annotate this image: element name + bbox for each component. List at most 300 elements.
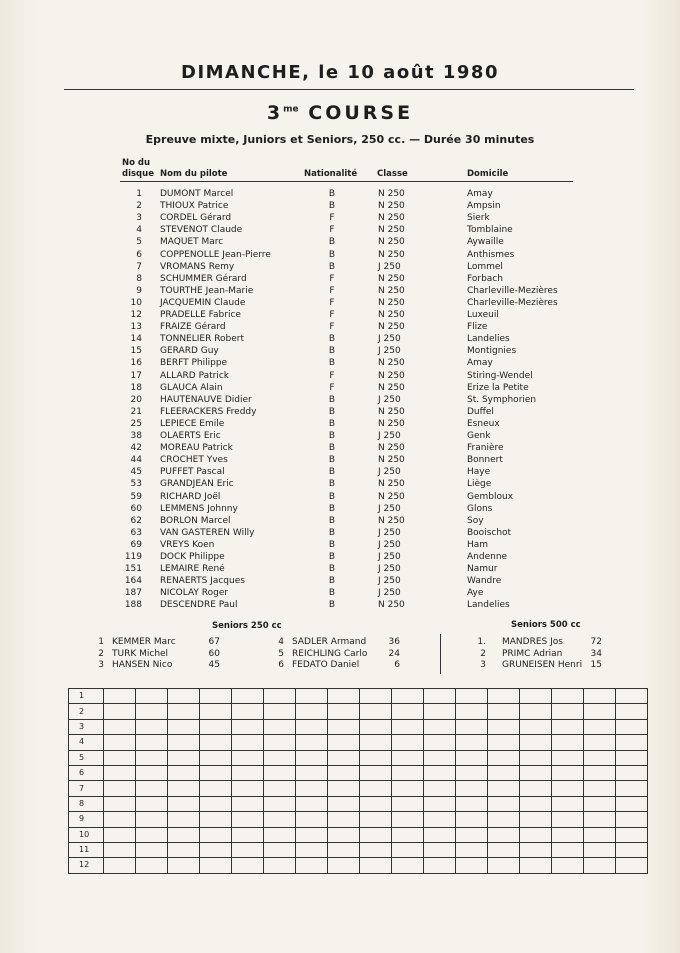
rider-domicile: Luxeuil: [467, 310, 499, 320]
lap-grid-cell[interactable]: [200, 781, 232, 796]
lap-grid-cell[interactable]: [584, 812, 616, 827]
lap-grid-cell[interactable]: [168, 689, 200, 704]
lap-grid-cell[interactable]: [584, 858, 616, 873]
lap-grid-cell[interactable]: [616, 812, 648, 827]
rider-nationality: F: [329, 297, 335, 308]
lap-grid-cell[interactable]: [456, 689, 488, 704]
lap-grid-cell[interactable]: [584, 842, 616, 857]
lap-grid-row: [69, 781, 648, 796]
lap-grid-cell[interactable]: [616, 689, 648, 704]
lap-grid-cell[interactable]: [552, 858, 584, 873]
lap-grid-cell[interactable]: [328, 704, 360, 719]
lap-grid-cell[interactable]: [424, 781, 456, 796]
senior-rank: 2: [98, 648, 104, 659]
course-number: 3: [266, 102, 284, 124]
lap-grid-cell[interactable]: [360, 812, 392, 827]
lap-grid-cell[interactable]: [168, 765, 200, 780]
rider-disc-number: 18: [130, 382, 142, 393]
lap-grid-cell[interactable]: [456, 827, 488, 842]
lap-grid-cell[interactable]: [520, 842, 552, 857]
rider-disc-number: 2: [136, 201, 142, 212]
lap-grid-cell[interactable]: [200, 765, 232, 780]
rider-row: [0, 333, 680, 345]
senior-result-row: [90, 636, 290, 648]
lap-grid-cell[interactable]: [296, 765, 328, 780]
rider-row: [0, 285, 680, 297]
lap-grid-cell[interactable]: [232, 765, 264, 780]
seniors-500-heading: Seniors 500 cc: [511, 620, 581, 630]
lap-grid-cell[interactable]: [520, 827, 552, 842]
rider-nationality: B: [328, 527, 336, 538]
rider-name: LEMAIRE René: [160, 564, 225, 575]
rider-class: N 250: [378, 201, 405, 212]
senior-result-row: [472, 659, 672, 671]
lap-grid-cell[interactable]: [328, 796, 360, 811]
rider-name: MOREAU Patrick: [160, 443, 233, 454]
lap-grid-cell[interactable]: [360, 765, 392, 780]
rider-nationality: B: [328, 418, 336, 429]
lap-grid-cell[interactable]: [200, 796, 232, 811]
lap-grid-cell[interactable]: [264, 750, 296, 765]
rider-disc-number: 7: [136, 261, 142, 272]
rider-class: J 250: [378, 431, 401, 441]
lap-grid-cell[interactable]: [136, 750, 168, 765]
lap-grid-cell[interactable]: [488, 765, 520, 780]
lap-grid-cell[interactable]: [616, 796, 648, 811]
lap-grid-cell[interactable]: [552, 842, 584, 857]
lap-grid-cell[interactable]: [456, 858, 488, 873]
lap-grid-cell[interactable]: [520, 765, 552, 780]
lap-grid-cell[interactable]: [232, 827, 264, 842]
lap-grid-cell[interactable]: [392, 704, 424, 719]
rider-class: N 250: [378, 406, 405, 417]
rider-domicile: Soy: [467, 515, 484, 526]
rider-nationality: F: [329, 285, 335, 296]
lap-grid-cell[interactable]: [136, 719, 168, 734]
lap-grid-cell[interactable]: [392, 827, 424, 842]
rider-domicile: Booischot: [467, 527, 512, 538]
rider-nationality: B: [328, 576, 336, 587]
lap-grid-cell[interactable]: [136, 842, 168, 857]
lap-grid-cell[interactable]: [232, 796, 264, 811]
lap-grid-cell[interactable]: [424, 842, 456, 857]
lap-grid-cell[interactable]: [616, 750, 648, 765]
lap-grid-cell[interactable]: [104, 827, 136, 842]
rider-domicile: Ampsin: [467, 201, 501, 212]
lap-grid-cell[interactable]: [168, 750, 200, 765]
rider-disc-number: 15: [130, 346, 142, 357]
lap-grid-cell[interactable]: [616, 735, 648, 750]
lap-grid-cell[interactable]: [264, 735, 296, 750]
lap-grid-cell[interactable]: [520, 812, 552, 827]
rider-disc-number: 164: [124, 576, 142, 587]
lap-grid-cell[interactable]: [616, 781, 648, 796]
lap-grid-cell[interactable]: [424, 704, 456, 719]
rider-class: J 250: [378, 467, 401, 478]
rider-nationality: B: [328, 358, 336, 369]
rider-name: FRAIZE Gérard: [160, 322, 226, 333]
lap-grid-cell[interactable]: [616, 704, 648, 719]
rider-nationality: B: [328, 552, 336, 562]
lap-grid-cell[interactable]: [136, 858, 168, 873]
lap-grid-cell[interactable]: [552, 827, 584, 842]
rider-domicile: Aywaille: [467, 237, 504, 248]
lap-grid-cell[interactable]: [616, 765, 648, 780]
senior-result-row: [472, 636, 672, 648]
lap-grid-cell[interactable]: [520, 750, 552, 765]
lap-grid-cell[interactable]: [520, 781, 552, 796]
lap-grid-cell[interactable]: [136, 704, 168, 719]
lap-grid-cell[interactable]: [296, 812, 328, 827]
rider-name: LEPIECE Emile: [160, 418, 225, 429]
lap-grid-cell[interactable]: [136, 796, 168, 811]
lap-grid-cell[interactable]: [552, 750, 584, 765]
lap-grid-cell[interactable]: [104, 765, 136, 780]
lap-grid-row-number: 6: [69, 765, 104, 780]
lap-grid-cell[interactable]: [392, 765, 424, 780]
rider-nationality: B: [328, 346, 336, 357]
rider-disc-number: 187: [124, 588, 142, 599]
lap-grid-cell[interactable]: [104, 750, 136, 765]
lap-grid-cell[interactable]: [520, 704, 552, 719]
lap-grid-cell[interactable]: [264, 704, 296, 719]
lap-grid-cell[interactable]: [456, 812, 488, 827]
lap-grid-cell[interactable]: [584, 750, 616, 765]
lap-grid-cell[interactable]: [456, 765, 488, 780]
lap-grid-cell[interactable]: [424, 735, 456, 750]
lap-grid-cell[interactable]: [296, 827, 328, 842]
lap-grid-cell[interactable]: [552, 812, 584, 827]
lap-grid-cell[interactable]: [392, 796, 424, 811]
lap-grid-cell[interactable]: [264, 858, 296, 873]
rider-nationality: B: [328, 249, 336, 260]
lap-grid-cell[interactable]: [520, 796, 552, 811]
lap-grid-cell[interactable]: [264, 812, 296, 827]
rider-class: N 250: [378, 285, 405, 296]
lap-grid-cell[interactable]: [296, 842, 328, 857]
senior-points: 15: [590, 660, 602, 670]
lap-grid-cell[interactable]: [360, 750, 392, 765]
lap-grid-cell[interactable]: [264, 781, 296, 796]
course-heading: [0, 102, 680, 124]
lap-grid-cell[interactable]: [264, 842, 296, 857]
lap-grid-cell[interactable]: [616, 842, 648, 857]
rider-disc-number: 44: [130, 455, 142, 466]
lap-grid-cell[interactable]: [136, 735, 168, 750]
lap-grid-cell[interactable]: [520, 719, 552, 734]
lap-grid-cell[interactable]: [200, 719, 232, 734]
rider-class: J 250: [378, 588, 401, 599]
rider-row: [0, 345, 680, 357]
lap-grid-cell[interactable]: [136, 812, 168, 827]
lap-grid-cell[interactable]: [616, 719, 648, 734]
lap-grid-cell[interactable]: [168, 858, 200, 873]
lap-grid-cell[interactable]: [584, 796, 616, 811]
rider-class: N 250: [378, 455, 405, 466]
lap-grid-cell[interactable]: [360, 719, 392, 734]
lap-grid-cell[interactable]: [136, 765, 168, 780]
lap-grid-cell[interactable]: [456, 796, 488, 811]
rider-nationality: F: [329, 213, 335, 224]
rider-domicile: Gembloux: [467, 491, 514, 502]
senior-points: 60: [208, 648, 220, 659]
lap-grid-cell[interactable]: [200, 858, 232, 873]
lap-grid-cell[interactable]: [392, 858, 424, 873]
lap-grid-cell[interactable]: [424, 689, 456, 704]
lap-grid-cell[interactable]: [488, 812, 520, 827]
lap-grid-cell[interactable]: [104, 842, 136, 857]
rider-domicile: Haye: [467, 467, 491, 478]
rider-name: SCHUMMER Gérard: [160, 273, 247, 284]
rider-disc-number: 45: [130, 467, 142, 478]
lap-grid-cell[interactable]: [296, 704, 328, 719]
lap-grid-cell[interactable]: [168, 719, 200, 734]
lap-grid-cell[interactable]: [488, 858, 520, 873]
senior-name: SADLER Armand: [292, 637, 367, 647]
rider-domicile: St. Symphorien: [467, 394, 537, 405]
lap-grid-cell[interactable]: [104, 735, 136, 750]
rider-disc-number: 5: [136, 237, 142, 248]
lap-grid-cell[interactable]: [232, 704, 264, 719]
rider-class: J 250: [378, 261, 401, 272]
rider-domicile: Bonnert: [467, 455, 503, 466]
rider-class: N 250: [378, 600, 405, 611]
rider-disc-number: 10: [130, 297, 142, 308]
lap-grid-cell[interactable]: [360, 781, 392, 796]
lap-grid-row: [69, 812, 648, 827]
lap-grid-cell[interactable]: [328, 827, 360, 842]
lap-grid-cell[interactable]: [232, 781, 264, 796]
lap-grid-cell[interactable]: [424, 750, 456, 765]
senior-result-row: [90, 648, 290, 660]
lap-grid-cell[interactable]: [520, 858, 552, 873]
rider-row: [0, 273, 680, 285]
rider-disc-number: 188: [124, 600, 142, 611]
lap-grid-cell[interactable]: [456, 704, 488, 719]
lap-grid-cell[interactable]: [232, 735, 264, 750]
lap-grid-cell[interactable]: [328, 842, 360, 857]
lap-grid-cell[interactable]: [360, 827, 392, 842]
lap-grid-row-number: 1: [69, 689, 104, 704]
rider-domicile: Amay: [467, 189, 493, 199]
lap-grid-cell[interactable]: [456, 735, 488, 750]
lap-grid-cell[interactable]: [488, 689, 520, 704]
lap-grid-cell[interactable]: [488, 796, 520, 811]
lap-grid-cell[interactable]: [584, 765, 616, 780]
rider-name: GERARD Guy: [160, 346, 219, 357]
lap-grid-cell[interactable]: [168, 827, 200, 842]
lap-grid-cell[interactable]: [168, 812, 200, 827]
rider-disc-number: 1: [136, 189, 142, 199]
senior-rank: 1.: [477, 637, 486, 647]
lap-grid-cell[interactable]: [552, 719, 584, 734]
lap-grid-cell[interactable]: [232, 750, 264, 765]
lap-grid-row: [69, 750, 648, 765]
lap-grid-cell[interactable]: [328, 719, 360, 734]
lap-grid-cell[interactable]: [488, 827, 520, 842]
lap-grid-cell[interactable]: [104, 812, 136, 827]
lap-grid-cell[interactable]: [200, 689, 232, 704]
lap-grid-cell[interactable]: [488, 704, 520, 719]
lap-grid-cell[interactable]: [488, 719, 520, 734]
rider-row: [0, 370, 680, 382]
lap-grid-cell[interactable]: [264, 796, 296, 811]
rider-name: CORDEL Gérard: [160, 213, 232, 224]
lap-grid-cell[interactable]: [168, 781, 200, 796]
lap-grid-row: [69, 796, 648, 811]
lap-grid-cell[interactable]: [552, 781, 584, 796]
lap-grid-cell[interactable]: [584, 719, 616, 734]
rider-disc-number: 69: [130, 539, 142, 550]
rider-name: DOCK Philippe: [160, 552, 225, 562]
lap-grid-cell[interactable]: [424, 796, 456, 811]
lap-grid-cell[interactable]: [488, 842, 520, 857]
senior-points: 45: [208, 660, 220, 670]
rider-row: [0, 539, 680, 551]
lap-grid-cell[interactable]: [168, 704, 200, 719]
rider-name: DUMONT Marcel: [160, 189, 234, 199]
senior-rank: 2: [480, 648, 486, 659]
lap-grid-cell[interactable]: [456, 750, 488, 765]
lap-grid-cell[interactable]: [552, 704, 584, 719]
lap-grid-cell[interactable]: [584, 827, 616, 842]
lap-grid-cell[interactable]: [328, 781, 360, 796]
lap-grid-cell[interactable]: [360, 689, 392, 704]
lap-grid-cell[interactable]: [584, 704, 616, 719]
lap-grid-cell[interactable]: [104, 704, 136, 719]
lap-grid-cell[interactable]: [104, 858, 136, 873]
lap-grid-cell[interactable]: [328, 765, 360, 780]
lap-grid-cell[interactable]: [520, 689, 552, 704]
lap-grid-cell[interactable]: [424, 719, 456, 734]
lap-grid-cell[interactable]: [328, 735, 360, 750]
lap-grid-cell[interactable]: [200, 827, 232, 842]
lap-grid-cell[interactable]: [424, 827, 456, 842]
lap-grid-cell[interactable]: [392, 735, 424, 750]
rider-name: VAN GASTEREN Willy: [160, 527, 255, 538]
senior-points: 34: [590, 648, 602, 659]
lap-grid-cell[interactable]: [392, 781, 424, 796]
rider-row: [0, 430, 680, 442]
lap-grid-cell[interactable]: [168, 796, 200, 811]
lap-grid-cell[interactable]: [520, 735, 552, 750]
lap-grid-cell[interactable]: [168, 842, 200, 857]
lap-grid-cell[interactable]: [488, 735, 520, 750]
rider-disc-number: 59: [130, 491, 142, 502]
lap-grid-cell[interactable]: [360, 796, 392, 811]
senior-name: KEMMER Marc: [112, 637, 176, 647]
rider-disc-number: 9: [136, 285, 142, 296]
lap-grid-cell[interactable]: [104, 781, 136, 796]
lap-grid-cell[interactable]: [200, 735, 232, 750]
lap-grid-cell[interactable]: [264, 719, 296, 734]
lap-grid-cell[interactable]: [584, 781, 616, 796]
rider-nationality: F: [329, 322, 335, 333]
lap-grid-cell[interactable]: [136, 781, 168, 796]
lap-grid-cell[interactable]: [328, 858, 360, 873]
rider-class: N 250: [378, 310, 405, 320]
lap-grid-cell[interactable]: [456, 719, 488, 734]
lap-grid-cell[interactable]: [552, 735, 584, 750]
lap-grid-cell[interactable]: [232, 842, 264, 857]
lap-grid-cell[interactable]: [232, 719, 264, 734]
lap-grid-cell[interactable]: [296, 750, 328, 765]
rider-disc-number: 12: [130, 310, 142, 320]
lap-grid-cell[interactable]: [200, 750, 232, 765]
lap-grid-cell[interactable]: [392, 842, 424, 857]
seniors-divider: [440, 634, 441, 674]
lap-grid-cell[interactable]: [424, 812, 456, 827]
rider-nationality: B: [328, 491, 336, 502]
lap-grid-cell[interactable]: [392, 719, 424, 734]
rider-name: NICOLAY Roger: [160, 588, 229, 599]
lap-grid-cell[interactable]: [424, 858, 456, 873]
lap-grid-cell[interactable]: [328, 812, 360, 827]
lap-grid-cell[interactable]: [328, 750, 360, 765]
lap-grid-cell[interactable]: [552, 796, 584, 811]
lap-grid-cell[interactable]: [584, 735, 616, 750]
lap-grid-cell[interactable]: [392, 689, 424, 704]
lap-grid-cell[interactable]: [392, 750, 424, 765]
lap-grid-cell[interactable]: [296, 719, 328, 734]
lap-grid-cell[interactable]: [264, 827, 296, 842]
lap-grid-cell[interactable]: [296, 735, 328, 750]
lap-grid-cell[interactable]: [360, 735, 392, 750]
lap-grid-cell[interactable]: [456, 781, 488, 796]
lap-grid-cell[interactable]: [424, 765, 456, 780]
lap-grid-cell[interactable]: [168, 735, 200, 750]
lap-grid-cell[interactable]: [488, 750, 520, 765]
lap-grid-cell[interactable]: [488, 781, 520, 796]
lap-grid-cell[interactable]: [200, 812, 232, 827]
lap-grid-cell[interactable]: [552, 689, 584, 704]
lap-grid-cell[interactable]: [104, 719, 136, 734]
lap-grid-cell[interactable]: [360, 858, 392, 873]
lap-grid-cell[interactable]: [552, 765, 584, 780]
lap-grid-cell[interactable]: [296, 858, 328, 873]
lap-grid-cell[interactable]: [392, 812, 424, 827]
lap-grid-cell[interactable]: [232, 689, 264, 704]
lap-grid-cell[interactable]: [296, 781, 328, 796]
lap-grid-cell[interactable]: [104, 796, 136, 811]
rider-class: N 250: [378, 237, 405, 248]
lap-grid-cell[interactable]: [232, 858, 264, 873]
rider-row: [0, 466, 680, 478]
lap-grid-cell[interactable]: [200, 704, 232, 719]
lap-grid-cell[interactable]: [584, 689, 616, 704]
lap-grid-cell[interactable]: [136, 689, 168, 704]
senior-name: HANSEN Nico: [112, 660, 173, 670]
senior-name: GRUNEISEN Henri: [502, 660, 583, 670]
lap-grid-cell[interactable]: [360, 842, 392, 857]
rider-disc-number: 8: [136, 273, 142, 284]
lap-grid-cell[interactable]: [296, 689, 328, 704]
lap-grid-cell[interactable]: [328, 689, 360, 704]
lap-grid-cell[interactable]: [296, 796, 328, 811]
lap-grid-cell[interactable]: [136, 827, 168, 842]
lap-grid-cell[interactable]: [456, 842, 488, 857]
lap-grid-cell[interactable]: [104, 689, 136, 704]
lap-grid-cell[interactable]: [264, 689, 296, 704]
lap-grid-cell[interactable]: [616, 858, 648, 873]
lap-grid-cell[interactable]: [616, 827, 648, 842]
rider-row: [0, 394, 680, 406]
rider-nationality: B: [328, 539, 336, 550]
lap-grid-cell[interactable]: [200, 842, 232, 857]
lap-grid-cell[interactable]: [232, 812, 264, 827]
lap-grid-cell[interactable]: [264, 765, 296, 780]
lap-grid-cell[interactable]: [360, 704, 392, 719]
